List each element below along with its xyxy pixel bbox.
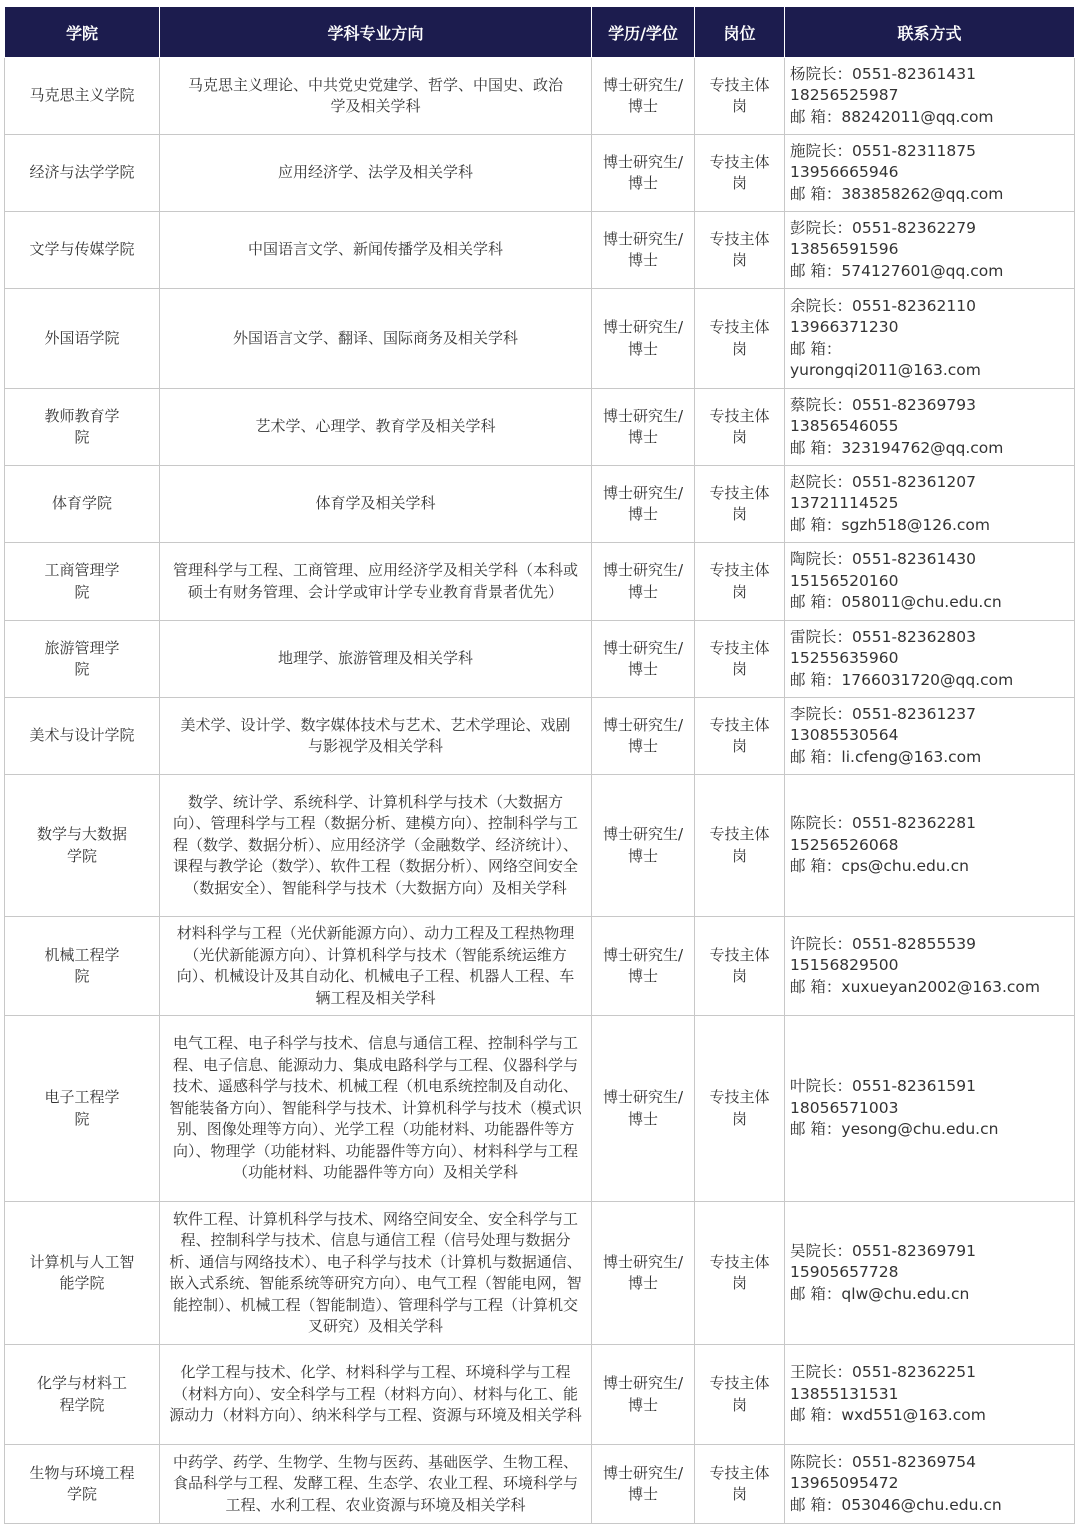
contact-cell: 许院长：0551-82855539 15156829500 邮 箱：xuxueyan2002@163.com (785, 917, 1075, 1016)
header-major: 学科专业方向 (160, 7, 592, 58)
degree-cell: 博士研究生/博士 (592, 135, 695, 212)
recruitment-table-container (4, 6, 1074, 1524)
table-row (5, 917, 1075, 1016)
college-cell: 生物与环境工程学院 (5, 1445, 160, 1524)
post-cell: 专技主体岗 (695, 1202, 785, 1345)
degree-cell: 博士研究生/博士 (592, 58, 695, 135)
degree-cell: 博士研究生/博士 (592, 775, 695, 917)
major-cell: 艺术学、心理学、教育学及相关学科 (160, 389, 592, 466)
table-row (5, 466, 1075, 543)
major-cell: 电气工程、电子科学与技术、信息与通信工程、控制科学与工程、电子信息、能源动力、集成电路科学与工程、仪器科学与技术、遥感科学与技术、机械工程（机电系统控制及自动化、智能装备方向）、智能科学与技术、计算机科学与技术（模式识别、图像处理等方向）、光学工程（功能材料、功能器件等方向）、物理学（功能材料、功能器件等方向）、材料科学与工程（功能材料、功能器件等方向）及相关学科 (160, 1016, 592, 1202)
post-cell: 专技主体岗 (695, 212, 785, 289)
post-cell: 专技主体岗 (695, 621, 785, 698)
college-cell: 电子工程学院 (5, 1016, 160, 1202)
major-cell: 地理学、旅游管理及相关学科 (160, 621, 592, 698)
college-cell: 工商管理学院 (5, 543, 160, 621)
major-cell: 材料科学与工程（光伏新能源方向）、动力工程及工程热物理（光伏新能源方向）、计算机科学与技术（智能系统运维方向）、机械设计及其自动化、机械电子工程、机器人工程、车辆工程及相关学科 (160, 917, 592, 1016)
contact-cell: 雷院长：0551-82362803 15255635960 邮 箱：1766031720@qq.com (785, 621, 1075, 698)
college-cell: 文学与传媒学院 (5, 212, 160, 289)
table-row (5, 1016, 1075, 1202)
contact-cell: 余院长：0551-82362110 13966371230 邮 箱： yurongqi2011@163.com (785, 289, 1075, 389)
contact-cell: 蔡院长：0551-82369793 13856546055 邮 箱：323194762@qq.com (785, 389, 1075, 466)
degree-cell: 博士研究生/博士 (592, 1016, 695, 1202)
college-cell: 数学与大数据学院 (5, 775, 160, 917)
post-cell: 专技主体岗 (695, 1016, 785, 1202)
major-cell: 应用经济学、法学及相关学科 (160, 135, 592, 212)
post-cell: 专技主体岗 (695, 466, 785, 543)
header-row (5, 7, 1075, 58)
major-cell: 中药学、药学、生物学、生物与医药、基础医学、生物工程、食品科学与工程、发酵工程、生态学、农业工程、环境科学与工程、水利工程、农业资源与环境及相关学科 (160, 1445, 592, 1524)
post-cell: 专技主体岗 (695, 917, 785, 1016)
degree-cell: 博士研究生/博士 (592, 289, 695, 389)
college-cell: 计算机与人工智能学院 (5, 1202, 160, 1345)
table-row (5, 58, 1075, 135)
post-cell: 专技主体岗 (695, 389, 785, 466)
major-cell: 管理科学与工程、工商管理、应用经济学及相关学科（本科或硕士有财务管理、会计学或审计学专业教育背景者优先） (160, 543, 592, 621)
table-row (5, 389, 1075, 466)
college-cell: 美术与设计学院 (5, 698, 160, 775)
table-row (5, 543, 1075, 621)
contact-cell: 陈院长：0551-82369754 13965095472 邮 箱：053046@chu.edu.cn (785, 1445, 1075, 1524)
table-row (5, 621, 1075, 698)
major-cell: 外国语言文学、翻译、国际商务及相关学科 (160, 289, 592, 389)
major-cell: 化学工程与技术、化学、材料科学与工程、环境科学与工程（材料方向）、安全科学与工程（材料方向）、材料与化工、能源动力（材料方向）、纳米科学与工程、资源与环境及相关学科 (160, 1345, 592, 1445)
table-row (5, 1345, 1075, 1445)
table-row (5, 698, 1075, 775)
contact-cell: 彭院长：0551-82362279 13856591596 邮 箱：574127601@qq.com (785, 212, 1075, 289)
contact-cell: 陶院长：0551-82361430 15156520160 邮 箱：058011@chu.edu.cn (785, 543, 1075, 621)
post-cell: 专技主体岗 (695, 58, 785, 135)
table-row (5, 1445, 1075, 1524)
degree-cell: 博士研究生/博士 (592, 1202, 695, 1345)
major-cell: 马克思主义理论、中共党史党建学、哲学、中国史、政治学及相关学科 (160, 58, 592, 135)
degree-cell: 博士研究生/博士 (592, 917, 695, 1016)
post-cell: 专技主体岗 (695, 698, 785, 775)
degree-cell: 博士研究生/博士 (592, 621, 695, 698)
table-row (5, 289, 1075, 389)
major-cell: 软件工程、计算机科学与技术、网络空间安全、安全科学与工程、控制科学与技术、信息与通信工程（信号处理与数据分析、通信与网络技术）、电子科学与技术（计算机与数据通信、嵌入式系统、智能系统等研究方向）、电气工程（智能电网，智能控制）、机械工程（智能制造）、管理科学与工程（计算机交叉研究）及相关学科 (160, 1202, 592, 1345)
contact-cell: 李院长：0551-82361237 13085530564 邮 箱：li.cfeng@163.com (785, 698, 1075, 775)
table-body (5, 58, 1075, 1524)
degree-cell: 博士研究生/博士 (592, 1445, 695, 1524)
college-cell: 旅游管理学院 (5, 621, 160, 698)
post-cell: 专技主体岗 (695, 543, 785, 621)
college-cell: 外国语学院 (5, 289, 160, 389)
degree-cell: 博士研究生/博士 (592, 1345, 695, 1445)
table-row (5, 212, 1075, 289)
college-cell: 马克思主义学院 (5, 58, 160, 135)
major-cell: 体育学及相关学科 (160, 466, 592, 543)
post-cell: 专技主体岗 (695, 289, 785, 389)
major-cell: 数学、统计学、系统科学、计算机科学与技术（大数据方向）、管理科学与工程（数据分析、建模方向）、控制科学与工程（数学、数据分析）、应用经济学（金融数学、经济统计）、课程与教学论（数学）、软件工程（数据分析）、网络空间安全（数据安全）、智能科学与技术（大数据方向）及相关学科 (160, 775, 592, 917)
college-cell: 经济与法学学院 (5, 135, 160, 212)
college-cell: 教师教育学院 (5, 389, 160, 466)
table-row (5, 1202, 1075, 1345)
contact-cell: 叶院长：0551-82361591 18056571003 邮 箱：yesong@chu.edu.cn (785, 1016, 1075, 1202)
degree-cell: 博士研究生/博士 (592, 212, 695, 289)
post-cell: 专技主体岗 (695, 1345, 785, 1445)
college-cell: 化学与材料工程学院 (5, 1345, 160, 1445)
post-cell: 专技主体岗 (695, 1445, 785, 1524)
major-cell: 中国语言文学、新闻传播学及相关学科 (160, 212, 592, 289)
table-row (5, 775, 1075, 917)
post-cell: 专技主体岗 (695, 775, 785, 917)
major-cell: 美术学、设计学、数字媒体技术与艺术、艺术学理论、戏剧与影视学及相关学科 (160, 698, 592, 775)
degree-cell: 博士研究生/博士 (592, 466, 695, 543)
header-degree: 学历/学位 (592, 7, 695, 58)
post-cell: 专技主体岗 (695, 135, 785, 212)
college-cell: 机械工程学院 (5, 917, 160, 1016)
contact-cell: 吴院长：0551-82369791 15905657728 邮 箱：qlw@chu.edu.cn (785, 1202, 1075, 1345)
contact-cell: 施院长：0551-82311875 13956665946 邮 箱：383858262@qq.com (785, 135, 1075, 212)
header-post: 岗位 (695, 7, 785, 58)
table-row (5, 135, 1075, 212)
contact-cell: 赵院长：0551-82361207 13721114525 邮 箱：sgzh518@126.com (785, 466, 1075, 543)
degree-cell: 博士研究生/博士 (592, 543, 695, 621)
header-college: 学院 (5, 7, 160, 58)
degree-cell: 博士研究生/博士 (592, 698, 695, 775)
contact-cell: 杨院长：0551-82361431 18256525987 邮 箱：88242011@qq.com (785, 58, 1075, 135)
contact-cell: 王院长：0551-82362251 13855131531 邮 箱：wxd551@163.com (785, 1345, 1075, 1445)
header-contact: 联系方式 (785, 7, 1075, 58)
contact-cell: 陈院长：0551-82362281 15256526068 邮 箱：cps@chu.edu.cn (785, 775, 1075, 917)
college-cell: 体育学院 (5, 466, 160, 543)
recruitment-table (4, 6, 1075, 1524)
degree-cell: 博士研究生/博士 (592, 389, 695, 466)
